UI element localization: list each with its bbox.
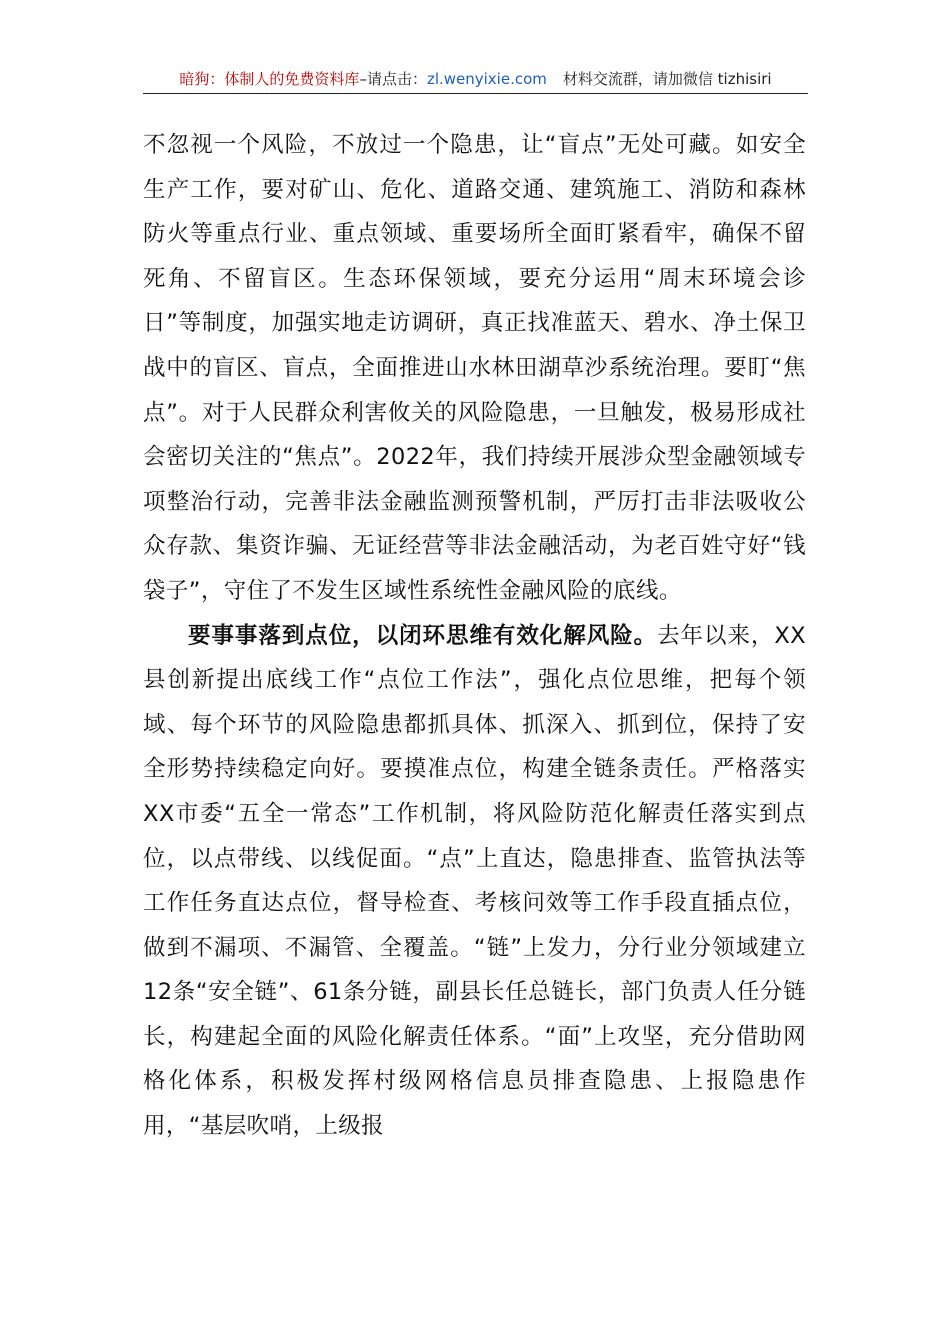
paragraph-1: 不忽视一个风险，不放过一个隐患，让“盲点”无处可藏。如安全生产工作，要对矿山、危化、道路交通、建筑施工、消防和森林防火等重点行业、重点领域、重要场所全面盯紧看牢，确保不留死角、不留盲区。生态环保领域，要充分运用“周末环境会诊日”等制度，加强实地走访调研，真正找准蓝天、碧水、净土保卫战中的盲区、盲点，全面推进山水林田湖草沙系统治理。要盯“焦点”。对于人民群众利害攸关的风险隐患，一旦触发，极易形成社会密切关注的“焦点”。2022年，我们持续开展涉众型金融领域专项整治行动，完善非法金融监测预警机制，严厉打击非法吸收公众存款、集资诈骗、无证经营等非法金融活动，为老百姓守好“钱袋子”，守住了不发生区域性系统性金融风险的底线。: [143, 132, 806, 604]
paragraph-2-lead: 要事事落到点位，以闭环思维有效化解风险。: [188, 622, 658, 649]
header-brand: 暗狗：体制人的免费资料库: [179, 70, 360, 88]
document-body: [143, 123, 806, 1149]
header-prompt: –请点击：: [359, 70, 427, 88]
header-link[interactable]: zl.wenyixie.com: [426, 69, 547, 88]
page-header: [143, 68, 808, 94]
paragraph-2-text: 去年以来，XX县创新提出底线工作“点位工作法”，强化点位思维，把每个领域、每个环节的风险隐患都抓具体、抓深入、抓到位，保持了安全形势持续稳定向好。要摸准点位，构建全链条责任。严格落实XX市委“五全一常态”工作机制，将风险防范化解责任落实到点位，以点带线、以线促面。“点”上直达，隐患排查、监管执法等工作任务直达点位，督导检查、考核问效等工作手段直插点位，做到不漏项、不漏管、全覆盖。“链”上发力，分行业分领域建立12条“安全链”、61条分链，副县长任总链长，部门负责人任分链长，构建起全面的风险化解责任体系。“面”上攻坚，充分借助网格化体系，积极发挥村级网格信息员排查隐患、上报隐患作用，“基层吹哨，上级报: [143, 622, 806, 1140]
header-group-info: 材料交流群，请加微信 tizhisiri: [562, 70, 772, 88]
paragraph-2: [143, 614, 806, 1149]
